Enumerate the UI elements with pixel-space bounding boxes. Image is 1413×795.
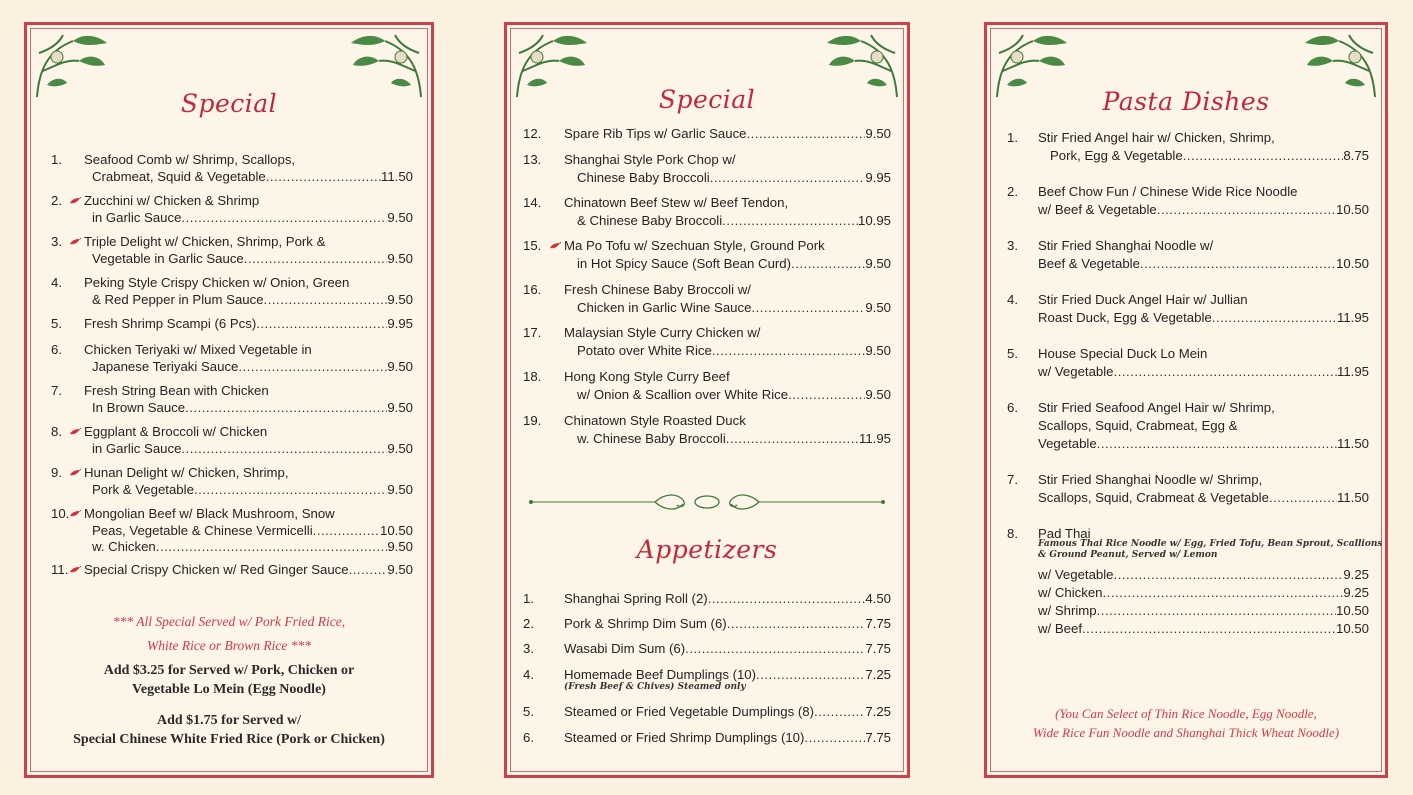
item-number: 4.	[523, 667, 534, 682]
item-name-text: in Hot Spicy Sauce (Soft Bean Curd)	[577, 255, 792, 271]
item-price-line	[577, 430, 891, 447]
item-name-text: Spare Rib Tips w/ Garlic Sauce	[564, 126, 747, 141]
dot-leader	[264, 291, 388, 308]
item-price-line	[92, 440, 413, 457]
menu-item	[51, 233, 413, 273]
item-name-text: Scallops, Squid, Crabmeat, Egg &	[1038, 418, 1238, 433]
menu-item	[51, 192, 413, 232]
item-number: 5.	[523, 704, 534, 719]
item-price-line	[577, 255, 891, 272]
item-price-line	[577, 342, 891, 359]
item-price: 9.50	[387, 440, 413, 456]
item-name-text: Pork, Egg & Vegetable	[1050, 148, 1183, 163]
item-name-text: Japanese Teriyaki Sauce	[92, 358, 239, 374]
item-number: 1.	[51, 152, 62, 167]
served-with-note: White Rice or Brown Rice ***	[146, 638, 312, 653]
item-number: 5.	[51, 316, 62, 331]
item-price-line	[1038, 602, 1369, 619]
item-price-line	[564, 125, 891, 142]
item-number: 3.	[1007, 238, 1018, 253]
item-price: 8.75	[1343, 148, 1369, 163]
item-price-line	[92, 209, 413, 226]
item-price-line	[92, 168, 413, 185]
dot-leader	[1097, 435, 1337, 452]
item-name-text: Wasabi Dim Sum (6)	[564, 641, 686, 656]
dot-leader	[1114, 566, 1344, 583]
dot-leader	[1212, 309, 1337, 326]
item-number: 12.	[523, 126, 542, 141]
item-name-text: Zucchini w/ Chicken & Shrimp	[84, 193, 260, 208]
dot-leader	[756, 666, 865, 683]
item-number: 7.	[51, 383, 62, 398]
item-price-line	[577, 299, 891, 316]
section-title-appetizers: Appetizers	[636, 535, 778, 564]
item-name-text: Fresh Shrimp Scampi (6 Pcs)	[84, 316, 257, 331]
item-number: 9.	[51, 465, 62, 480]
item-name-text: Pork & Shrimp Dim Sum (6)	[564, 616, 727, 631]
item-name-text: w/ Beef	[1038, 621, 1082, 636]
item-price: 9.50	[387, 250, 413, 266]
item-number: 1.	[523, 591, 534, 606]
item-number: 3.	[51, 234, 62, 249]
item-name-text: in Garlic Sauce	[92, 440, 182, 456]
section-title-special: Special	[658, 85, 756, 114]
item-name-text: Seafood Comb w/ Shrimp, Scallops,	[84, 152, 296, 167]
menu-item	[523, 194, 891, 234]
item-price-line	[564, 590, 891, 607]
item-price: 10.50	[1335, 202, 1369, 217]
item-price: 7.75	[865, 616, 891, 631]
item-number: 10.	[51, 506, 70, 521]
menu-item-pad-thai	[1007, 525, 1383, 645]
item-price: 9.50	[865, 299, 891, 315]
item-price: 9.50	[387, 291, 413, 307]
item-price: 9.95	[387, 316, 413, 331]
item-price: 7.25	[865, 667, 891, 682]
item-name-text: Hunan Delight w/ Chicken, Shrimp,	[84, 465, 289, 480]
item-name-text: Roast Duck, Egg & Vegetable	[1038, 310, 1212, 325]
item-name-text: Chinese Baby Broccoli	[577, 169, 710, 185]
item-name-text: w. Chicken	[92, 539, 156, 554]
item-name-text: Shanghai Style Pork Chop w/	[564, 152, 736, 167]
item-price: 11.50	[380, 168, 413, 184]
menu-item	[523, 412, 891, 452]
dot-leader	[1103, 584, 1344, 601]
dot-leader	[708, 590, 866, 607]
fried-rice-upgrade-note: Add $1.75 for Served w/	[156, 713, 302, 728]
item-price-line	[1038, 566, 1369, 583]
menu-item	[523, 324, 891, 364]
dot-leader	[722, 212, 858, 229]
menu-item	[1007, 129, 1369, 169]
item-price-line	[1038, 363, 1369, 380]
dot-leader	[1157, 201, 1336, 218]
dot-leader	[751, 299, 865, 316]
item-number: 6.	[523, 730, 534, 745]
item-number: 16.	[523, 282, 542, 297]
hot-spicy-pepper-icon	[69, 197, 81, 205]
item-price-line	[564, 703, 891, 720]
item-number: 6.	[51, 342, 62, 357]
item-name-text: Fresh Chinese Baby Broccoli w/	[564, 282, 751, 297]
item-name-text: Crabmeat, Squid & Vegetable	[92, 168, 266, 184]
item-price: 9.50	[387, 358, 413, 374]
dot-leader	[1114, 363, 1337, 380]
item-name-text: Steamed or Fried Vegetable Dumplings (8)	[564, 704, 814, 719]
item-price: 9.50	[865, 342, 891, 358]
item-name-text: Stir Fried Shanghai Noodle w/ Shrimp,	[1038, 472, 1263, 487]
item-price: 9.50	[865, 386, 891, 402]
menu-item	[51, 505, 413, 554]
item-name-text: in Garlic Sauce	[92, 209, 182, 225]
item-number: 2.	[523, 616, 534, 631]
item-name-text: Peas, Vegetable & Chinese Vermicelli	[92, 522, 313, 538]
hot-spicy-pepper-icon	[69, 238, 81, 246]
item-number: 4.	[1007, 292, 1018, 307]
item-price: 7.75	[865, 730, 891, 745]
item-price: 10.50	[379, 522, 413, 538]
item-price: 7.75	[865, 641, 891, 656]
menu-item	[51, 341, 413, 381]
item-price: 9.25	[1343, 567, 1369, 582]
hot-spicy-pepper-icon	[69, 566, 81, 574]
item-name-text: Vegetable	[1038, 436, 1097, 451]
item-price: 11.95	[1336, 364, 1369, 379]
item-name-text: Fresh String Bean with Chicken	[84, 383, 269, 398]
dot-leader	[181, 440, 387, 457]
dot-leader	[1082, 620, 1336, 637]
item-name-text: Chinatown Style Roasted Duck	[564, 413, 746, 428]
item-number: 2.	[1007, 184, 1018, 199]
item-name-text: Hong Kong Style Curry Beef	[564, 369, 730, 384]
item-price: 9.50	[865, 255, 891, 271]
item-name-text: In Brown Sauce	[92, 399, 186, 415]
dot-leader	[181, 209, 387, 226]
item-name-text: Pad Thai	[1038, 526, 1091, 541]
item-number: 15.	[523, 238, 542, 253]
dot-leader	[185, 399, 387, 416]
item-number: 6.	[1007, 400, 1018, 415]
item-number: 8.	[1007, 526, 1018, 541]
item-price: 11.50	[1336, 490, 1369, 505]
item-number: 14.	[523, 195, 542, 210]
item-number: 18.	[523, 369, 542, 384]
dot-leader	[1183, 147, 1344, 164]
pad-thai-description: & Ground Peanut, Served w/ Lemon	[1038, 550, 1218, 560]
item-name-text: Ma Po Tofu w/ Szechuan Style, Ground Pork	[564, 238, 825, 253]
item-name-text: Stir Fried Seafood Angel Hair w/ Shrimp,	[1038, 400, 1275, 415]
menu-panel-middle	[504, 22, 910, 778]
item-price-line	[564, 729, 891, 746]
item-name-text: & Red Pepper in Plum Sauce	[92, 291, 264, 307]
item-name-text: w/ Beef & Vegetable	[1038, 202, 1157, 217]
menu-item	[1007, 471, 1369, 511]
appetizer-item	[523, 729, 891, 763]
item-price-line	[1038, 255, 1369, 272]
item-name-text: w/ Onion & Scallion over White Rice	[577, 386, 789, 402]
item-price: 9.50	[865, 126, 891, 141]
item-price: 10.95	[857, 212, 891, 228]
item-price: 7.25	[865, 704, 891, 719]
item-price: 11.95	[1336, 310, 1369, 325]
item-price: 9.50	[387, 399, 413, 415]
item-number: 17.	[523, 325, 542, 340]
menu-item	[1007, 183, 1369, 223]
item-name-text: Triple Delight w/ Chicken, Shrimp, Pork &	[84, 234, 326, 249]
noodle-choice-note: Wide Rice Fun Noodle and Shanghai Thick Wheat Noodle)	[1032, 725, 1340, 740]
dot-leader	[788, 386, 865, 403]
item-price-line	[1038, 489, 1369, 506]
item-number: 3.	[523, 641, 534, 656]
section-title-special: Special	[180, 89, 278, 118]
menu-item	[523, 237, 891, 277]
section-title-pasta-dishes: Pasta Dishes	[1102, 87, 1270, 116]
dot-leader	[244, 250, 388, 267]
item-price-line	[92, 538, 413, 555]
dot-leader	[256, 315, 387, 332]
item-number: 2.	[51, 193, 62, 208]
menu-panel-left	[24, 22, 434, 778]
item-name-text: Stir Fried Angel hair w/ Chicken, Shrimp,	[1038, 130, 1275, 145]
menu-item	[1007, 291, 1369, 331]
dot-leader	[266, 168, 381, 185]
item-price: 9.95	[865, 169, 891, 185]
dot-leader	[685, 640, 865, 657]
dot-leader	[349, 561, 388, 578]
item-price-line	[92, 481, 413, 498]
item-price-line	[564, 615, 891, 632]
menu-item	[51, 151, 413, 191]
item-price: 9.25	[1343, 585, 1369, 600]
dot-leader	[712, 342, 865, 359]
item-name-text: w/ Shrimp	[1038, 603, 1097, 618]
item-name-text: Vegetable in Garlic Sauce	[92, 250, 244, 266]
dot-leader	[1097, 602, 1336, 619]
item-price-line	[564, 666, 891, 683]
item-price-line	[1050, 147, 1369, 164]
item-number: 7.	[1007, 472, 1018, 487]
item-name-text: Beef & Vegetable	[1038, 256, 1140, 271]
item-name-text: Beef Chow Fun / Chinese Wide Rice Noodle	[1038, 184, 1298, 199]
lo-mein-upgrade-note: Add $3.25 for Served w/ Pork, Chicken or	[103, 663, 355, 678]
menu-item	[51, 561, 413, 601]
item-number: 1.	[1007, 130, 1018, 145]
dot-leader	[727, 615, 866, 632]
pad-thai-description: Famous Thai Rice Noodle w/ Egg, Fried Tofu, Bean Sprout, Scallions	[1038, 539, 1383, 549]
item-name-text: Scallops, Squid, Crabmeat & Vegetable	[1038, 490, 1269, 505]
item-number: 5.	[1007, 346, 1018, 361]
lo-mein-upgrade-note: Vegetable Lo Mein (Egg Noodle)	[132, 682, 326, 697]
item-price-line	[92, 358, 413, 375]
dot-leader	[747, 125, 866, 142]
fried-rice-upgrade-note: Special Chinese White Fried Rice (Pork or Chicken)	[73, 732, 385, 747]
item-price-line	[577, 169, 891, 186]
item-name-text: Chicken Teriyaki w/ Mixed Vegetable in	[84, 342, 312, 357]
item-price-line	[564, 640, 891, 657]
menu-item	[51, 274, 413, 314]
hot-spicy-pepper-icon	[69, 510, 81, 518]
dot-leader	[238, 358, 387, 375]
item-price-line	[1038, 620, 1369, 637]
item-name-text: Homemade Beef Dumplings (10)	[564, 667, 757, 682]
item-name-text: w/ Vegetable	[1038, 364, 1114, 379]
dot-leader	[726, 430, 859, 447]
item-price: 10.50	[1335, 603, 1369, 618]
item-number: 11.	[51, 562, 69, 577]
dot-leader	[194, 481, 387, 498]
item-number: 4.	[51, 275, 62, 290]
item-price-line	[577, 212, 891, 229]
appetizer-item	[523, 666, 891, 700]
dot-leader	[1269, 489, 1337, 506]
item-price-line	[1038, 309, 1369, 326]
menu-item	[51, 382, 413, 422]
dot-leader	[313, 522, 380, 539]
item-price-line	[92, 250, 413, 267]
menu-item	[51, 464, 413, 504]
item-number: 13.	[523, 152, 542, 167]
menu-item	[1007, 345, 1369, 385]
item-name-text: House Special Duck Lo Mein	[1038, 346, 1208, 361]
item-name-text: Pork & Vegetable	[92, 481, 194, 497]
item-price: 9.50	[387, 481, 413, 497]
hot-spicy-pepper-icon	[549, 242, 561, 250]
item-name-text: Stir Fried Duck Angel Hair w/ Jullian	[1038, 292, 1248, 307]
item-price-line	[577, 386, 891, 403]
item-price: 10.50	[1335, 621, 1369, 636]
item-price-line	[92, 399, 413, 416]
ornamental-divider-icon	[525, 491, 889, 513]
item-price: 9.50	[387, 562, 413, 577]
item-name-text: w/ Chicken	[1038, 585, 1103, 600]
menu-panel-right	[984, 22, 1388, 778]
item-price: 9.50	[387, 209, 413, 225]
item-price-line	[92, 291, 413, 308]
hot-spicy-pepper-icon	[69, 428, 81, 436]
item-price-line	[84, 561, 413, 578]
dot-leader	[804, 729, 865, 746]
item-number: 8.	[51, 424, 62, 439]
item-price-line	[1038, 201, 1369, 218]
hot-spicy-pepper-icon	[69, 469, 81, 477]
item-name-text: Chicken in Garlic Wine Sauce	[577, 299, 752, 315]
dot-leader	[791, 255, 865, 272]
item-price-line	[92, 522, 413, 539]
item-name-text: w. Chinese Baby Broccoli	[577, 430, 726, 446]
item-name-text: Shanghai Spring Roll (2)	[564, 591, 708, 606]
item-price: 9.50	[387, 539, 413, 554]
item-name-text: Malaysian Style Curry Chicken w/	[564, 325, 761, 340]
item-name-text: & Chinese Baby Broccoli	[577, 212, 723, 228]
menu-item	[1007, 237, 1369, 277]
appetizer-note: (Fresh Beef & Chives) Steamed only	[564, 682, 746, 692]
item-name-text: Stir Fried Shanghai Noodle w/	[1038, 238, 1214, 253]
menu-item	[523, 281, 891, 321]
item-number: 19.	[523, 413, 542, 428]
item-price: 11.95	[858, 430, 891, 446]
dot-leader	[156, 538, 388, 555]
item-price-line	[1038, 435, 1369, 452]
item-name-text: Chinatown Beef Stew w/ Beef Tendon,	[564, 195, 789, 210]
served-with-note: *** All Special Served w/ Pork Fried Rice,	[112, 614, 346, 629]
item-name-text: Eggplant & Broccoli w/ Chicken	[84, 424, 268, 439]
menu-item	[1007, 399, 1369, 451]
dot-leader	[710, 169, 866, 186]
item-name-text: w/ Vegetable	[1038, 567, 1114, 582]
item-name-text: Potato over White Rice	[577, 342, 712, 358]
item-price: 11.50	[1336, 436, 1369, 451]
item-name-text: Steamed or Fried Shrimp Dumplings (10)	[564, 730, 805, 745]
menu-item	[523, 368, 891, 408]
dot-leader	[1140, 255, 1336, 272]
item-price-line	[84, 315, 413, 332]
menu-item	[523, 151, 891, 191]
item-price: 10.50	[1335, 256, 1369, 271]
dot-leader	[814, 703, 865, 720]
item-price-line	[1038, 584, 1369, 601]
item-name-text: Special Crispy Chicken w/ Red Ginger Sauce	[84, 562, 349, 577]
noodle-choice-note: (You Can Select of Thin Rice Noodle, Egg Noodle,	[1055, 706, 1317, 721]
item-name-text: Peking Style Crispy Chicken w/ Onion, Green	[84, 275, 350, 290]
item-name-text: Mongolian Beef w/ Black Mushroom, Snow	[84, 506, 335, 521]
item-price: 4.50	[865, 591, 891, 606]
menu-item	[51, 423, 413, 463]
